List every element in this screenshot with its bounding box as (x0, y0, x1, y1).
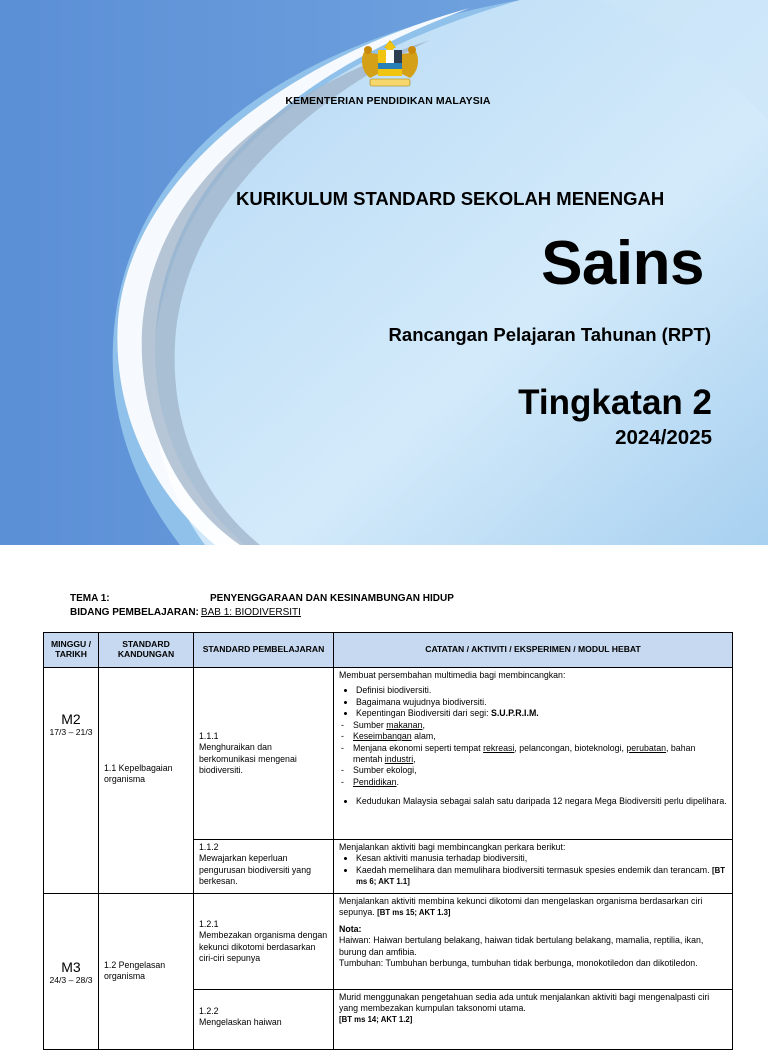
header-minggu: MINGGU / TARIKH (44, 633, 99, 668)
list-item: - Keseimbangan alam, (353, 731, 727, 742)
academic-year: 2024/2025 (615, 426, 712, 449)
standard-kandungan-text: 1.1 Kepelbagaian organisma (104, 763, 173, 785)
learning-area-value: BAB 1: BIODIVERSITI (200, 607, 301, 618)
note-tumbuhan: Tumbuhan: Tumbuhan berbunga, tumbuhan tidak berbunga, monokotiledon dan dikotiledon. (339, 958, 698, 969)
reference: [BT ms 15; AKT 1.3] (377, 908, 451, 918)
list-item: - Pendidikan. (353, 777, 727, 788)
catatan-cell (334, 840, 733, 894)
catatan-intro: Murid menggunakan pengetahuan sedia ada untuk menjalankan aktiviti bagi mengenalpasti ciri yang membezakan kumpulan taksonomi utama. (339, 992, 710, 1014)
standard-pembelajaran-cell (194, 668, 334, 840)
list-item: • Definisi biodiversiti. (356, 685, 727, 696)
sp-text: Mengelaskan haiwan (199, 1017, 282, 1028)
reference: [BT ms 6; AKT 1.1] (356, 865, 725, 887)
note-label: Nota: (339, 923, 362, 934)
sp-code: 1.2.2 (199, 1006, 219, 1016)
catatan-intro: Menjalankan aktiviti bagi membincangkan perkara berikut: (339, 842, 566, 852)
theme-header (70, 593, 750, 621)
week-number: M3 (61, 959, 81, 975)
standard-kandungan-cell (99, 668, 194, 894)
coat-of-arms-logo (356, 38, 424, 90)
table-header-row (44, 633, 733, 668)
reference: [BT ms 14; AKT 1.2] (339, 1014, 413, 1024)
list-item: • Bagaimana wujudnya biodiversiti. (356, 697, 727, 708)
sp-text: Mewajarkan keperluan pengurusan biodiversiti yang berkesan. (199, 853, 311, 887)
week-cell (44, 668, 99, 894)
subject-title: Sains (541, 229, 704, 298)
list-item: - Sumber makanan, (353, 720, 727, 731)
learning-area-label: BIDANG PEMBELAJARAN: (70, 607, 199, 618)
list-item: • Kaedah memelihara dan memulihara biodiversiti termasuk spesies endemik dan terancam. [BT ms 6; AKT 1.1] (356, 865, 727, 888)
list-item: • Kedudukan Malaysia sebagai salah satu daripada 12 negara Mega Biodiversiti perlu dipelihara. (356, 796, 727, 807)
table-row (44, 894, 733, 990)
standard-pembelajaran-cell (194, 840, 334, 894)
sp-code: 1.2.1 (199, 918, 219, 929)
sp-text: Membezakan organisma dengan kekunci dikotomi berdasarkan ciri-ciri sepunya (199, 930, 328, 963)
list-item: - Sumber ekologi, (353, 765, 727, 776)
rpt-table (43, 632, 733, 1050)
standard-kandungan-text: 1.2 Pengelasan organisma (104, 960, 166, 982)
suprim-label: S.U.P.R.I.M. (490, 708, 539, 719)
sp-text: Menghuraikan dan berkomunikasi mengenai biodiversiti. (199, 742, 297, 775)
plan-title: Rancangan Pelajaran Tahunan (RPT) (388, 324, 711, 345)
form-title: Tingkatan 2 (518, 383, 712, 422)
standard-kandungan-cell (99, 894, 194, 1050)
sp-code: 1.1.2 (199, 842, 219, 852)
theme-value: PENYENGGARAAN DAN KESINAMBUNGAN HIDUP (210, 593, 454, 604)
week-date: 24/3 – 28/3 (49, 975, 93, 986)
catatan-intro: Menjalankan aktiviti membina kekunci dikotomi dan mengelaskan organisma berdasarkan ciri sepunya. [BT ms 15; AKT 1.3] (339, 896, 703, 918)
header-standard-kandungan: STANDARD KANDUNGAN (99, 633, 194, 668)
catatan-cell (334, 668, 733, 840)
list-item: • Kepentingan Biodiversiti dari segi: S.U.P.R.I.M. (356, 708, 727, 719)
week-cell (44, 894, 99, 1050)
note-haiwan: Haiwan: Haiwan bertulang belakang, haiwan tidak bertulang belakang, mamalia, reptilia, ikan, burung dan amfibia. (339, 935, 704, 957)
standard-pembelajaran-cell (194, 990, 334, 1050)
standard-pembelajaran-cell (194, 894, 334, 990)
week-number: M2 (61, 711, 81, 727)
sp-code: 1.1.1 (199, 730, 219, 741)
ministry-name: KEMENTERIAN PENDIDIKAN MALAYSIA (285, 95, 491, 107)
header-standard-pembelajaran: STANDARD PEMBELAJARAN (194, 633, 334, 668)
catatan-cell (334, 894, 733, 990)
catatan-cell (334, 990, 733, 1050)
curriculum-title: KURIKULUM STANDARD SEKOLAH MENENGAH (236, 188, 665, 209)
header-catatan: CATATAN / AKTIVITI / EKSPERIMEN / MODUL HEBAT (334, 633, 733, 668)
catatan-intro: Membuat persembahan multimedia bagi membincangkan: (339, 670, 566, 680)
list-item: - Menjana ekonomi seperti tempat rekreasi, pelancongan, bioteknologi, perubatan, bahan mentah industri, (353, 743, 727, 766)
table-row (44, 668, 733, 840)
list-item: • Kesan aktiviti manusia terhadap biodiversiti, (356, 853, 727, 864)
week-date: 17/3 – 21/3 (49, 727, 93, 738)
theme-label: TEMA 1: (70, 593, 110, 604)
